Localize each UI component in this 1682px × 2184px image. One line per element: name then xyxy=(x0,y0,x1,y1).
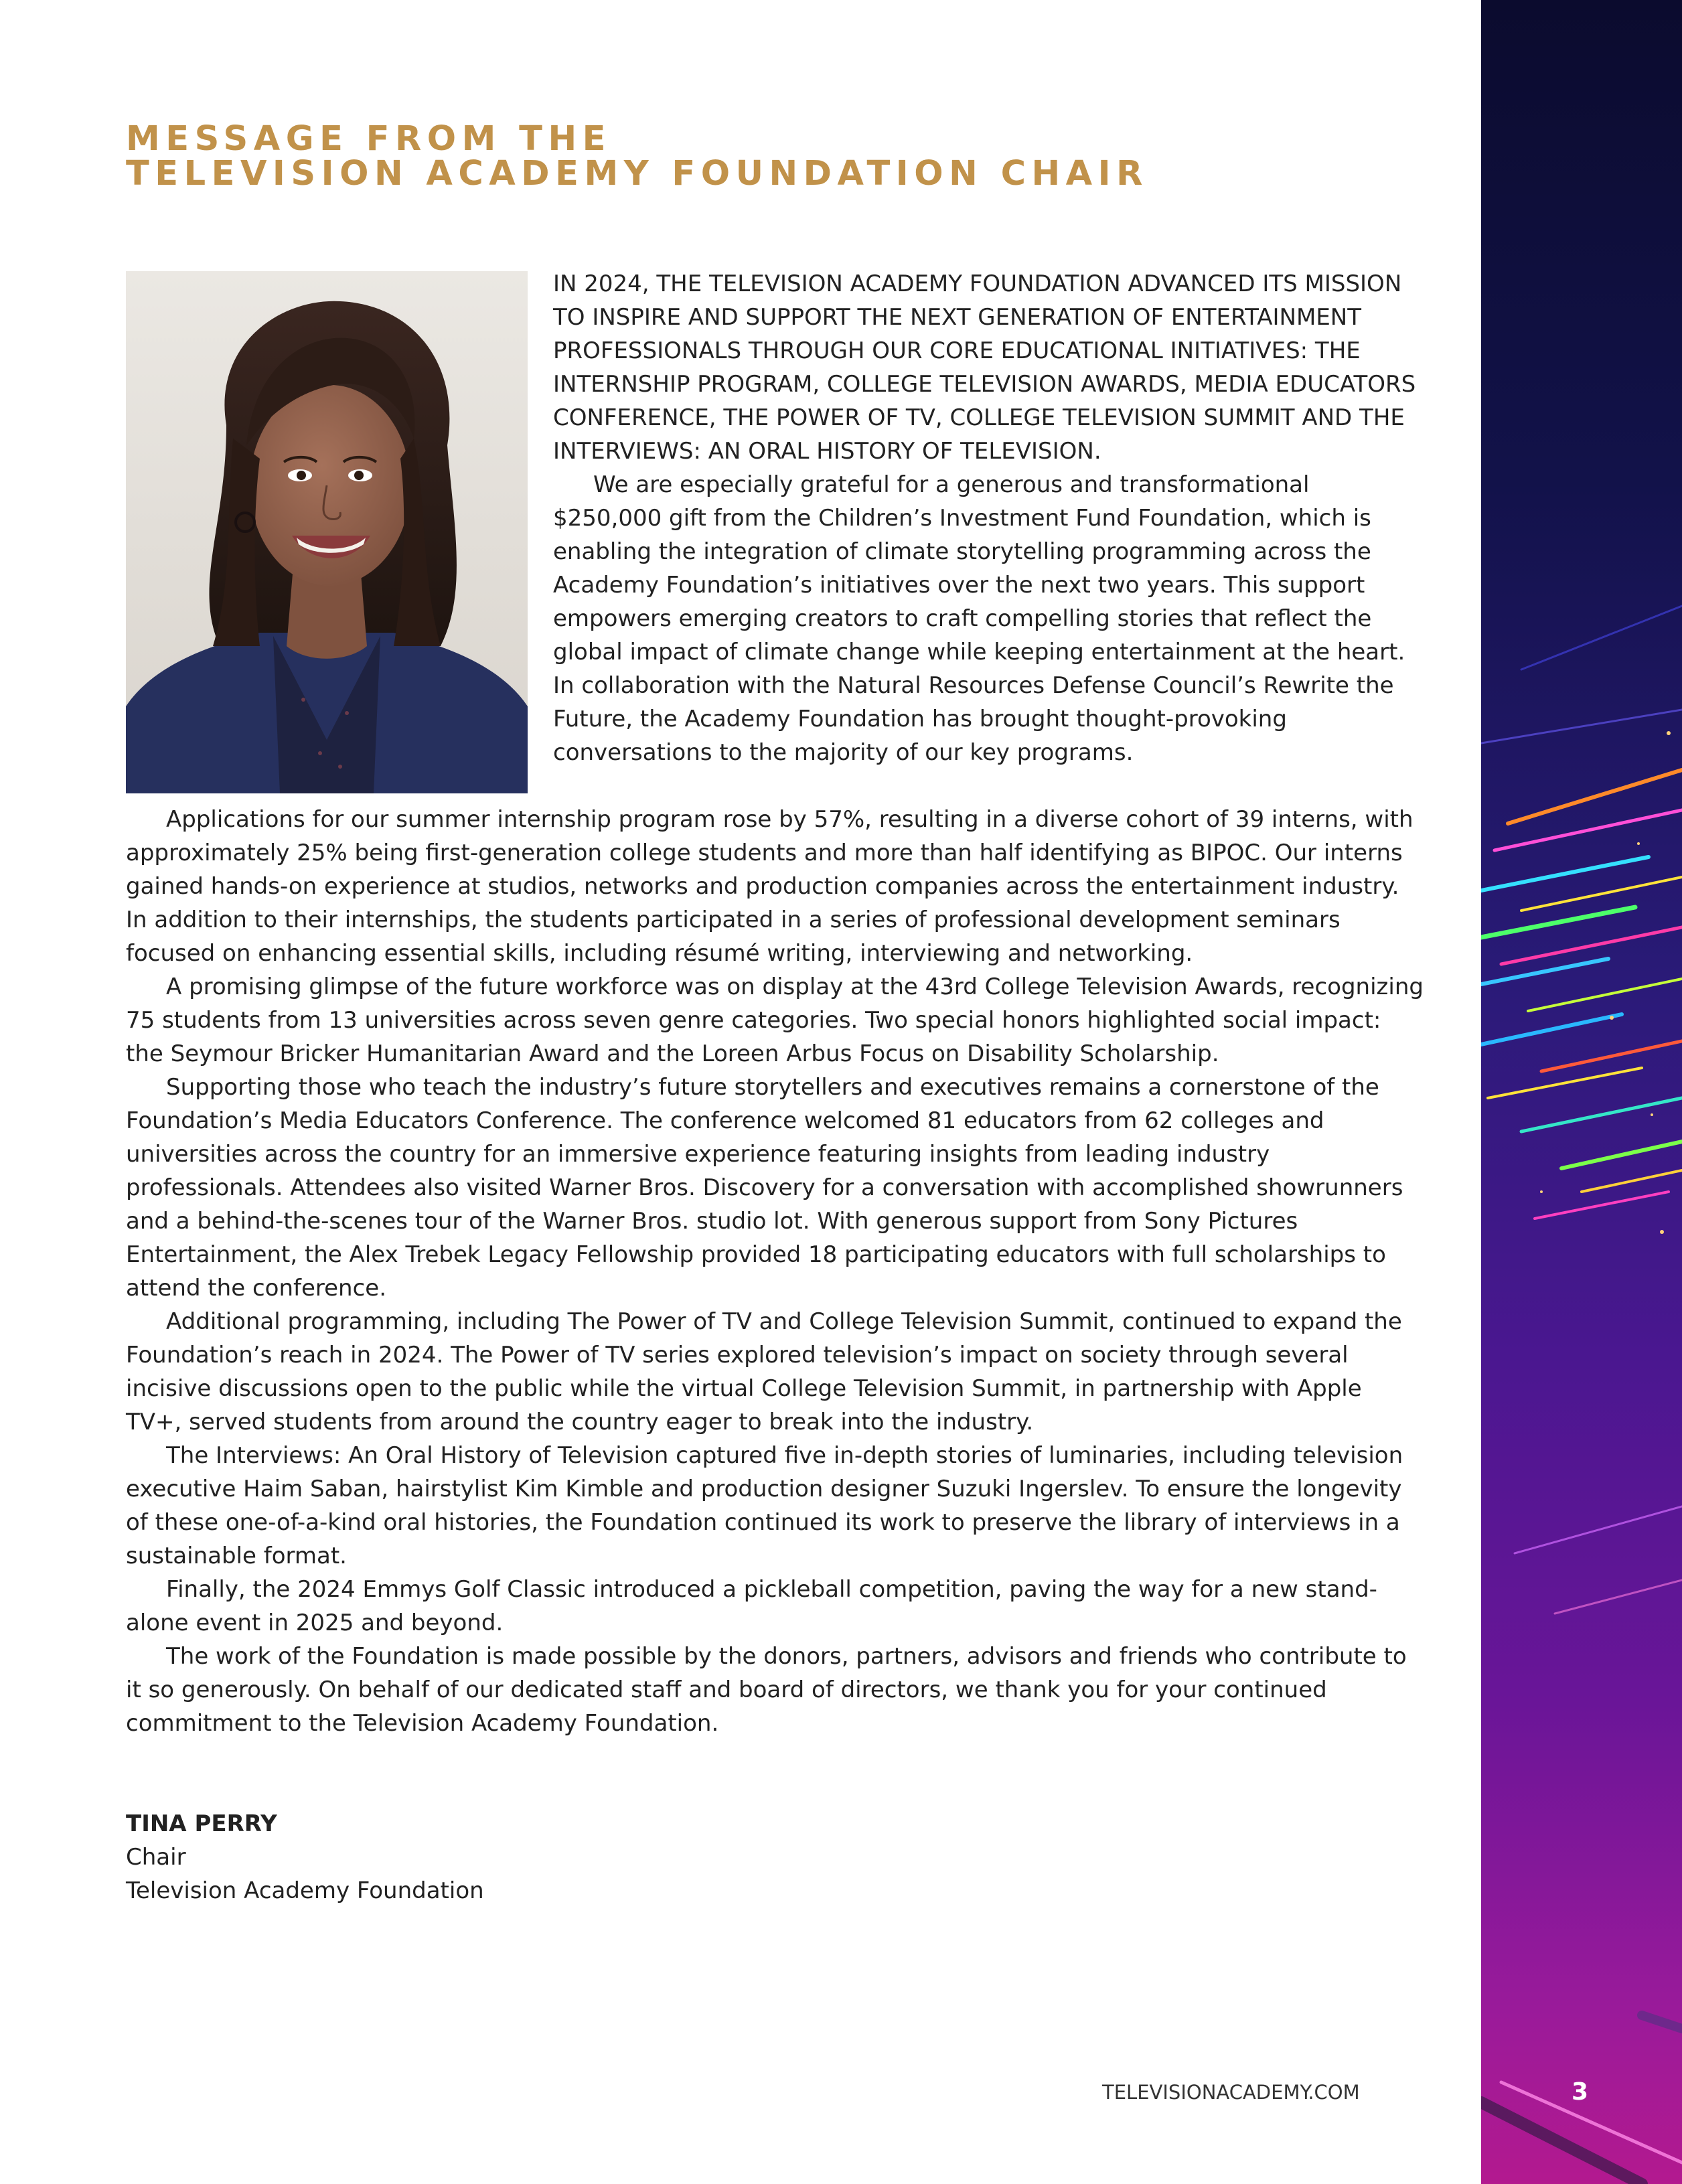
signature-organization: Television Academy Foundation xyxy=(126,1877,484,1904)
footer-url: TELEVISIONACADEMY.COM xyxy=(1102,2081,1360,2104)
page-title xyxy=(126,119,1148,193)
awards-paragraph: A promising glimpse of the future workforce was on display at the 43rd College Television Awards, recognizing 75 students from 13 universities across seven genre categories. Two special honors highlighted social impact: the Seymour Bricker Humanitarian Award and the Loreen Arbus Focus on Disability Scholarship. xyxy=(126,973,1424,1067)
page-title-line-2: TELEVISION ACADEMY FOUNDATION CHAIR xyxy=(126,154,1148,193)
signature-block xyxy=(126,1807,484,1907)
intro-gift-paragraph: We are especially grateful for a generous and transformational $250,000 gift from the Children’s Investment Fund Foundation, which is enabling the integration of climate storytelling programming across the Academy Foundation’s initiatives over the next two years. This support empowers emerging creators to craft compelling stories that reflect the global impact of climate change while keeping entertainment at the heart. In collaboration with the Natural Resources Defense Council’s Rewrite the Future, the Academy Foundation has brought thought-provoking conversations to the majority of our key programs. xyxy=(553,471,1405,766)
page-number: 3 xyxy=(1572,2078,1589,2106)
light-streaks-graphic xyxy=(1481,0,1682,2184)
chair-portrait xyxy=(126,271,528,793)
educators-paragraph: Supporting those who teach the industry’s future storytellers and executives remains a cornerstone of the Foundation’s Media Educators Conference. The conference welcomed 81 educators from 62 colleges and universities across the country for an immersive experience featuring insights from leading industry professionals. Attendees also visited Warner Bros. Discovery for a conversation with accomplished showrunners and a behind-the-scenes tour of the Warner Bros. studio lot. With generous support from Sony Pictures Entertainment, the Alex Trebek Legacy Fellowship provided 18 participating educators with full scholarships to attend the conference. xyxy=(126,1074,1403,1302)
signature-name: TINA PERRY xyxy=(126,1810,277,1837)
golf-paragraph: Finally, the 2024 Emmys Golf Classic introduced a pickleball competition, paving the way for a new stand-alone event in 2025 and beyond. xyxy=(126,1576,1377,1636)
programming-paragraph: Additional programming, including The Power of TV and College Television Summit, continued to expand the Foundation’s reach in 2024. The Power of TV series explored television’s impact on society through several incisive discussions open to the public while the virtual College Television Summit, in partnership with Apple TV+, served students from around the country eager to break into the industry. xyxy=(126,1308,1402,1435)
intro-column xyxy=(553,267,1424,769)
intro-lead-paragraph: IN 2024, THE TELEVISION ACADEMY FOUNDATION ADVANCED ITS MISSION TO INSPIRE AND SUPPORT THE NEXT GENERATION OF ENTERTAINMENT PROFESSIONALS THROUGH OUR CORE EDUCATIONAL INITIATIVES: THE INTERNSHIP PROGRAM, COLLEGE TELEVISION AWARDS, MEDIA EDUCATORS CONFERENCE, THE POWER OF TV, COLLEGE TELEVISION SUMMIT AND THE INTERVIEWS: AN ORAL HISTORY OF TELEVISION. xyxy=(553,270,1416,465)
chair-portrait-image xyxy=(126,271,528,793)
signature-title: Chair xyxy=(126,1844,186,1871)
internships-paragraph: Applications for our summer internship program rose by 57%, resulting in a diverse cohort of 39 interns, with approximately 25% being first-generation college students and more than half identifying as BIPOC. Our interns gained hands-on experience at studios, networks and production companies across the entertainment industry. In addition to their internships, the students participated in a series of professional development seminars focused on enhancing essential skills, including résumé writing, interviewing and networking. xyxy=(126,806,1413,967)
interviews-paragraph: The Interviews: An Oral History of Television captured five in-depth stories of luminaries, including television executive Haim Saban, hairstylist Kim Kimble and production designer Suzuki Ingerslev. To ensure the longevity of these one-of-a-kind oral histories, the Foundation continued its work to preserve the library of interviews in a sustainable format. xyxy=(126,1442,1403,1569)
thanks-paragraph: The work of the Foundation is made possible by the donors, partners, advisors and friends who contribute to it so generously. On behalf of our dedicated staff and board of directors, we thank you for your continued commitment to the Television Academy Foundation. xyxy=(126,1643,1407,1737)
body-column xyxy=(126,803,1424,1740)
page-title-line-1: MESSAGE FROM THE xyxy=(126,119,611,159)
decorative-side-band xyxy=(1481,0,1682,2184)
